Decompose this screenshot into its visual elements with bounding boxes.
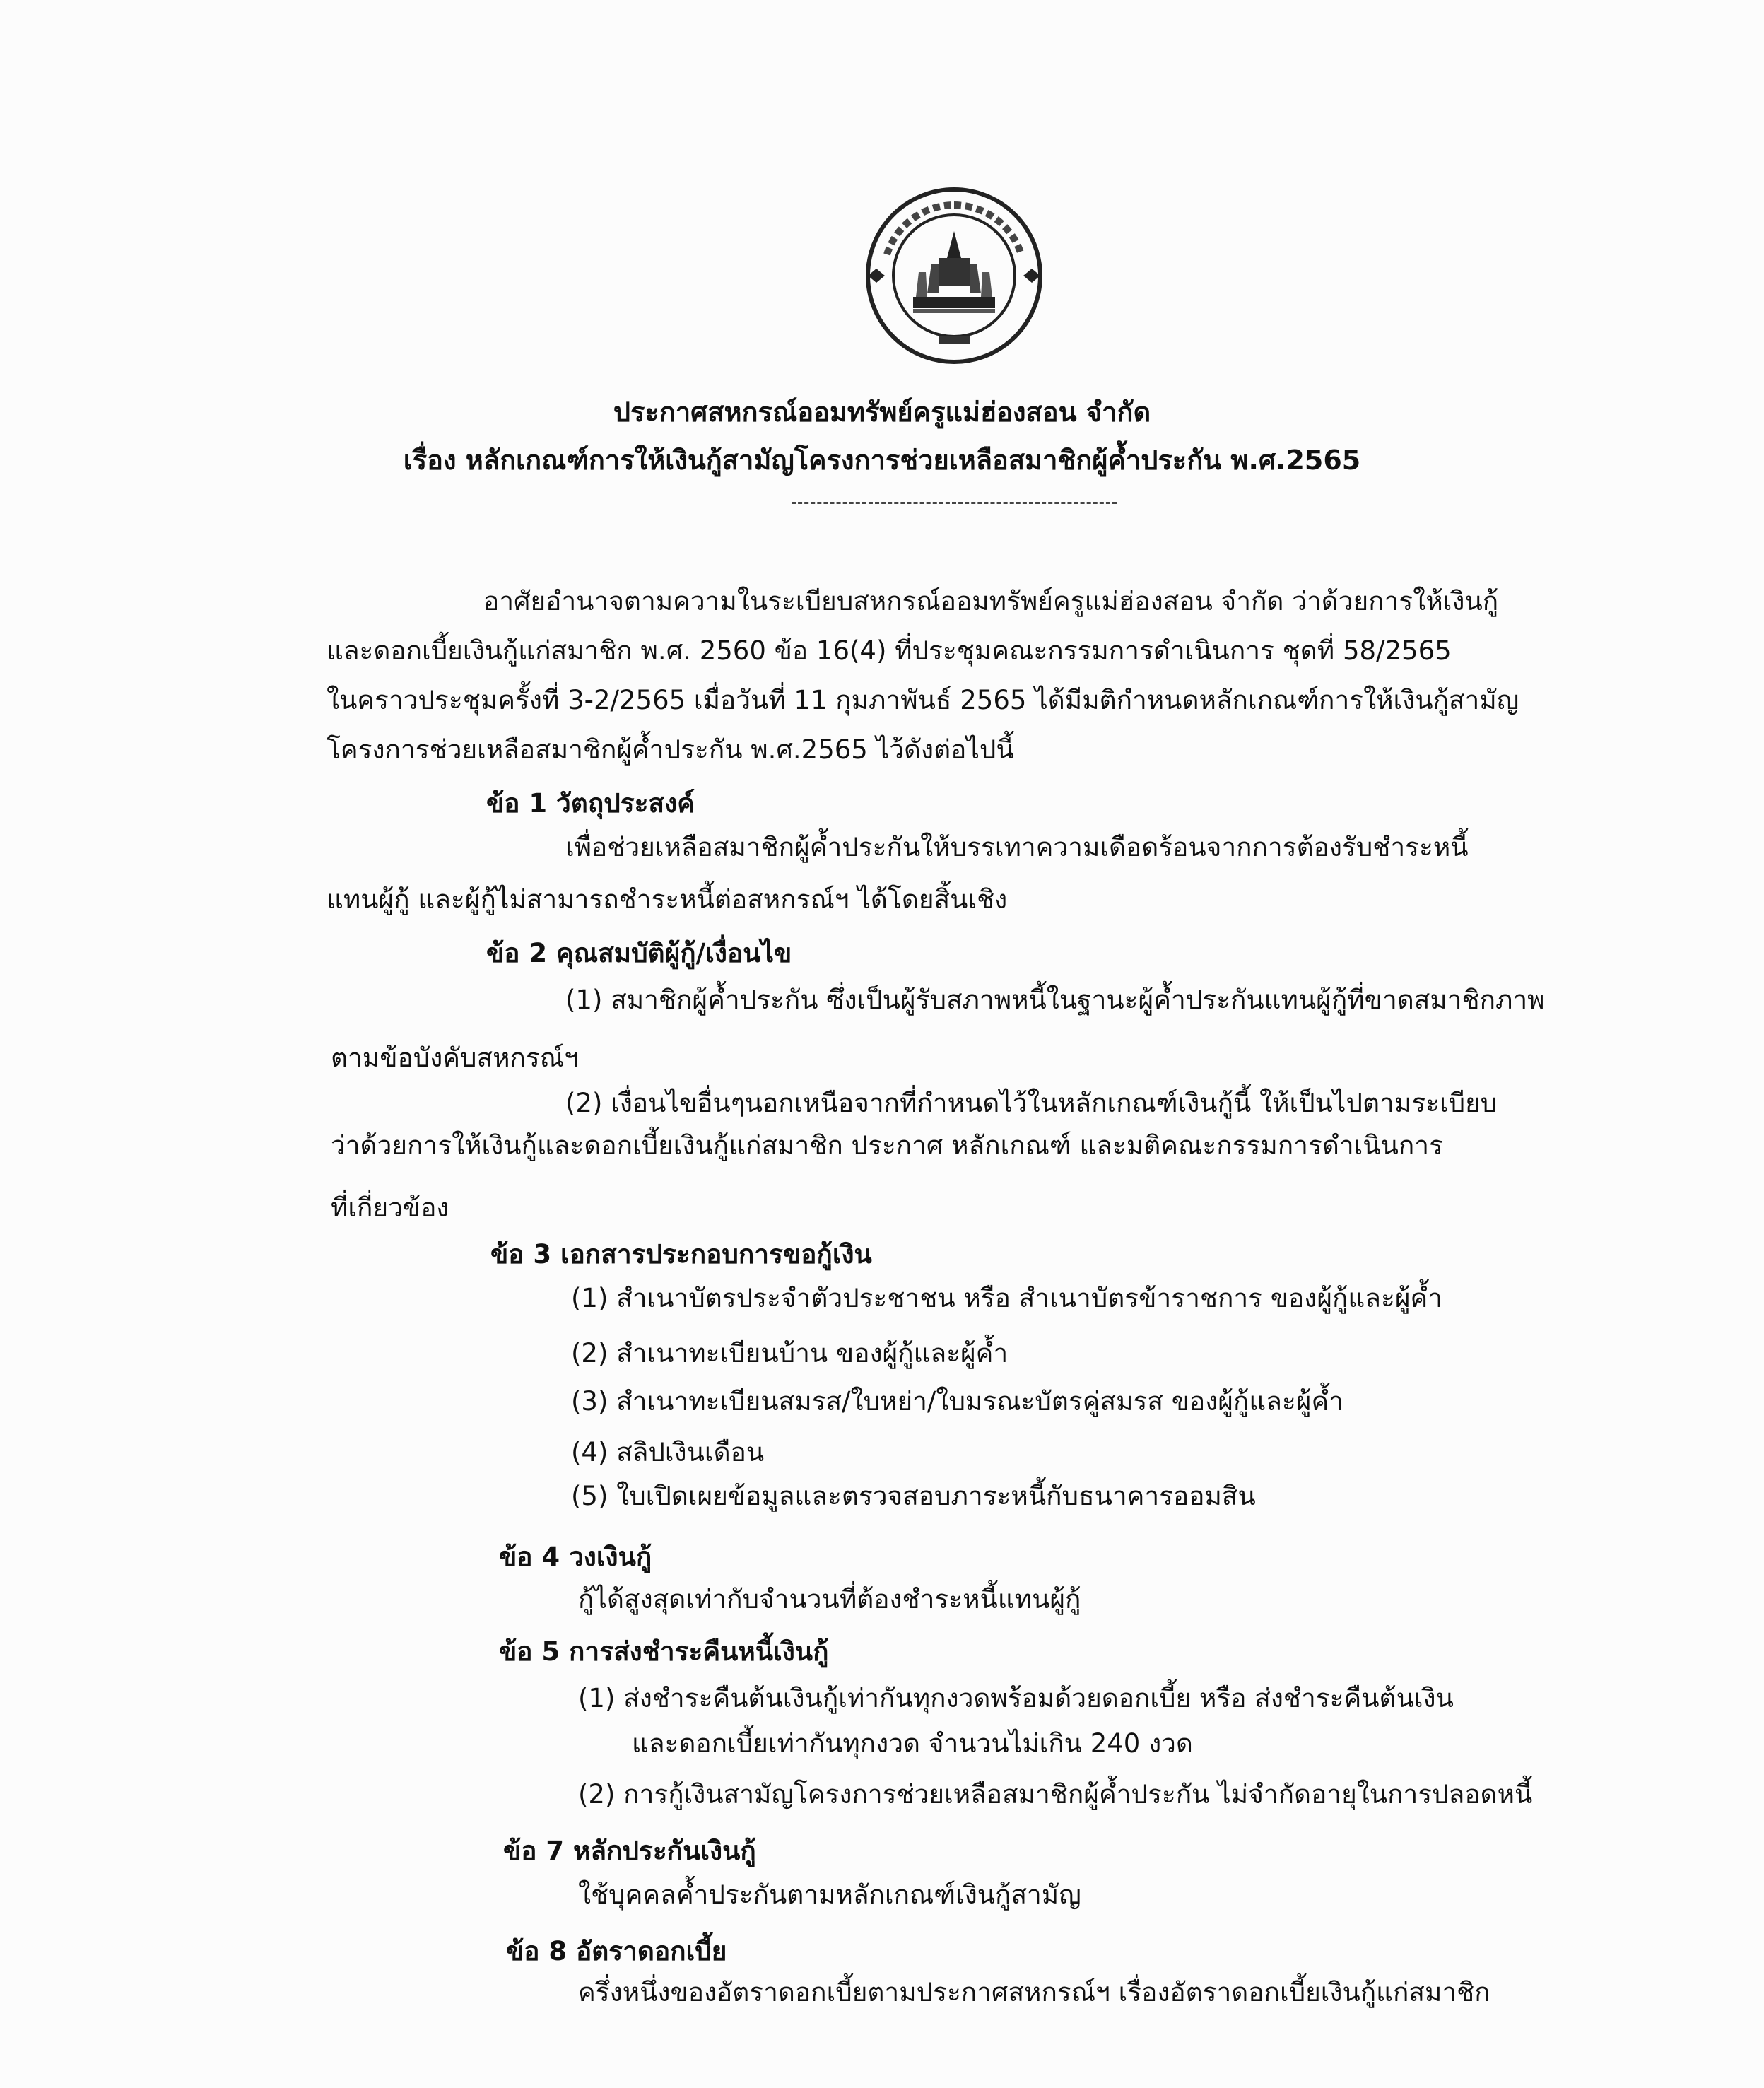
clause-8-text: ครึ่งหนึ่งของอัตราดอกเบี้ยตามประกาศสหกรณ์ฯ เรื่องอัตราดอกเบี้ยเงินกู้แก่สมาชิก — [578, 1977, 1490, 2007]
clause-7-heading: ข้อ 7 หลักประกันเงินกู้ — [503, 1836, 756, 1866]
clause-3-item: (2) สำเนาทะเบียนบ้าน ของผู้กู้และผู้ค้ำ — [571, 1338, 1009, 1368]
clause-5-text: (1) ส่งชำระคืนต้นเงินกู้เท่ากันทุกงวดพร้อมด้วยดอกเบี้ย หรือ ส่งชำระคืนต้นเงิน — [578, 1683, 1454, 1713]
announcement-subject: เรื่อง หลักเกณฑ์การให้เงินกู้สามัญโครงการช่วยเหลือสมาชิกผู้ค้ำประกัน พ.ศ.2565 — [403, 445, 1361, 476]
intro-line: โครงการช่วยเหลือสมาชิกผู้ค้ำประกัน พ.ศ.2565 ไว้ดังต่อไปนี้ — [327, 734, 1014, 765]
header-separator — [792, 502, 1117, 504]
clause-3-item: (3) สำเนาทะเบียนสมรส/ใบหย่า/ใบมรณะบัตรคู่สมรส ของผู้กู้และผู้ค้ำ — [571, 1386, 1343, 1417]
clause-2-text: ตามข้อบังคับสหกรณ์ฯ — [331, 1043, 579, 1073]
clause-2-text: (2) เงื่อนไขอื่นๆนอกเหนือจากที่กำหนดไว้ในหลักเกณฑ์เงินกู้นี้ ให้เป็นไปตามระเบียบ — [565, 1088, 1498, 1118]
intro-line: และดอกเบี้ยเงินกู้แก่สมาชิก พ.ศ. 2560 ข้อ 16(4) ที่ประชุมคณะกรรมการดำเนินการ ชุดที่ 58/2565 — [327, 635, 1452, 666]
clause-2-text: (1) สมาชิกผู้ค้ำประกัน ซึ่งเป็นผู้รับสภาพหนี้ในฐานะผู้ค้ำประกันแทนผู้กู้ที่ขาดสมาชิกภาพ — [565, 985, 1545, 1015]
clause-2-text: ที่เกี่ยวข้อง — [331, 1192, 449, 1223]
clause-3-item: (5) ใบเปิดเผยข้อมูลและตรวจสอบภาระหนี้กับธนาคารออมสิน — [571, 1481, 1256, 1511]
clause-7-text: ใช้บุคคลค้ำประกันตามหลักเกณฑ์เงินกู้สามัญ — [578, 1879, 1081, 1910]
clause-8-heading: ข้อ 8 อัตราดอกเบี้ย — [506, 1936, 727, 1966]
clause-4-heading: ข้อ 4 วงเงินกู้ — [499, 1542, 652, 1572]
clause-1-text: เพื่อช่วยเหลือสมาชิกผู้ค้ำประกันให้บรรเทาความเดือดร้อนจากการต้องรับชำระหนี้ — [565, 832, 1469, 862]
clause-4-text: กู้ได้สูงสุดเท่ากับจำนวนที่ต้องชำระหนี้แทนผู้กู้ — [578, 1584, 1081, 1614]
clause-5-text: และดอกเบี้ยเท่ากันทุกงวด จำนวนไม่เกิน 240 งวด — [632, 1728, 1193, 1759]
clause-2-text: ว่าด้วยการให้เงินกู้และดอกเบี้ยเงินกู้แก่สมาชิก ประกาศ หลักเกณฑ์ และมติคณะกรรมการดำเนินการ — [331, 1130, 1443, 1161]
clause-3-item: (1) สำเนาบัตรประจำตัวประชาชน หรือ สำเนาบัตรข้าราชการ ของผู้กู้และผู้ค้ำ — [571, 1283, 1443, 1313]
clause-5-text: (2) การกู้เงินสามัญโครงการช่วยเหลือสมาชิกผู้ค้ำประกัน ไม่จำกัดอายุในการปลอดหนี้ — [578, 1779, 1533, 1810]
clause-1-heading: ข้อ 1 วัตถุประสงค์ — [486, 788, 695, 819]
intro-line: ในคราวประชุมครั้งที่ 3-2/2565 เมื่อวันที่ 11 กุมภาพันธ์ 2565 ได้มีมติกำหนดหลักเกณฑ์การให้เงินกู้สามัญ — [327, 685, 1519, 715]
cooperative-seal-logo — [848, 187, 1060, 371]
clause-1-text: แทนผู้กู้ และผู้กู้ไม่สามารถชำระหนี้ต่อสหกรณ์ฯ ได้โดยสิ้นเชิง — [327, 884, 1008, 915]
clause-3-heading: ข้อ 3 เอกสารประกอบการขอกู้เงิน — [490, 1239, 872, 1269]
clause-3-item: (4) สลิปเงินเดือน — [571, 1437, 765, 1467]
clause-2-heading: ข้อ 2 คุณสมบัติผู้กู้/เงื่อนไข — [486, 938, 792, 968]
clause-5-heading: ข้อ 5 การส่งชำระคืนหนี้เงินกู้ — [499, 1636, 829, 1667]
announcement-title: ประกาศสหกรณ์ออมทรัพย์ครูแม่ฮ่องสอน จำกัด — [613, 397, 1151, 428]
intro-line: อาศัยอำนาจตามความในระเบียบสหกรณ์ออมทรัพย์ครูแม่ฮ่องสอน จำกัด ว่าด้วยการให้เงินกู้ — [483, 586, 1499, 616]
